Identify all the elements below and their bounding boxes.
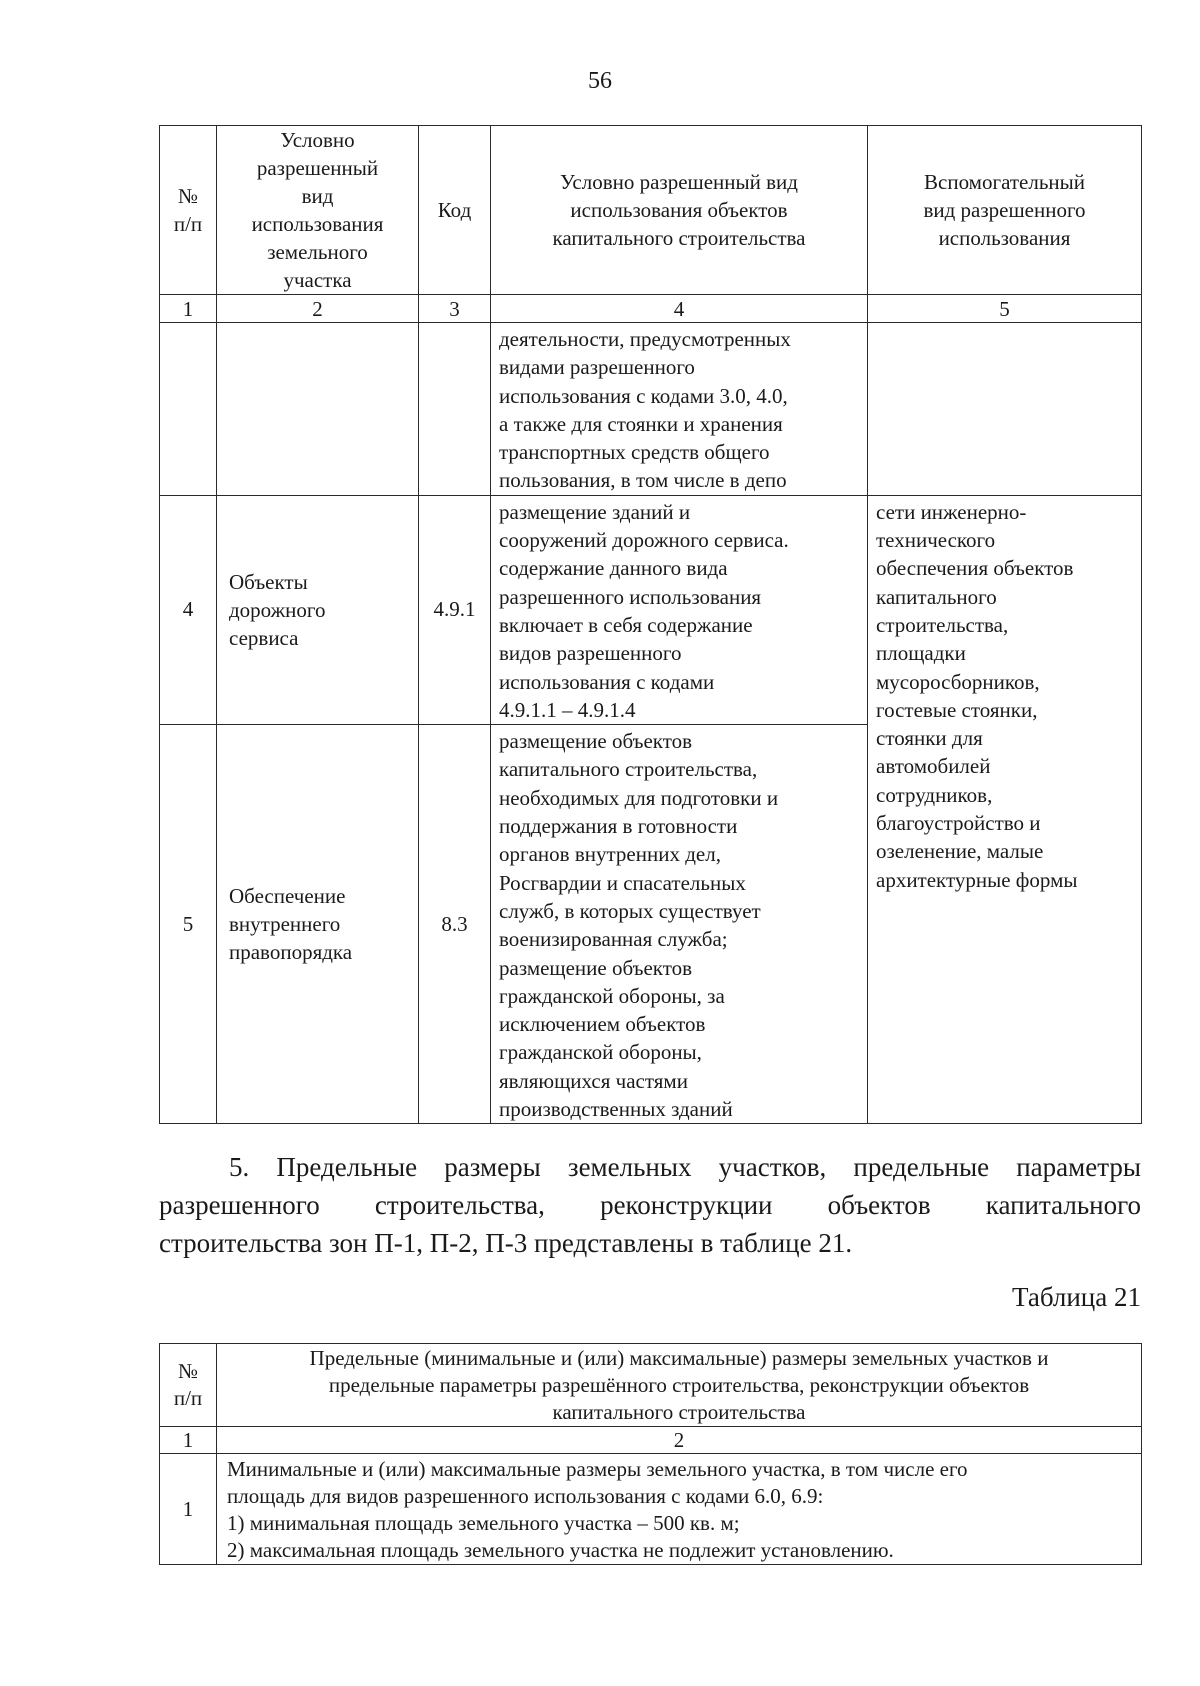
text-line: стоянки для	[876, 726, 983, 751]
text-line: вид разрешенного	[923, 198, 1086, 222]
text-line: предельные параметры разрешённого строительства, реконструкции объектов	[328, 1372, 1030, 1397]
column-number: 1	[160, 1427, 217, 1454]
table-row-continuation	[160, 323, 1142, 496]
text-line: Условно разрешенный вид	[560, 170, 798, 194]
text-line: вид	[301, 184, 334, 208]
text-line: земельного	[267, 240, 368, 264]
text-line: размещение объектов	[499, 955, 693, 980]
text-line: деятельности, предусмотренных	[499, 327, 791, 351]
text-line: видами разрешенного	[499, 355, 695, 380]
text-line: Объекты	[229, 569, 308, 594]
text-line: гражданской обороны,	[499, 1040, 702, 1065]
text-line: Минимальные и (или) максимальные размеры земельного участка, в том числе его	[227, 1457, 968, 1481]
section-paragraph	[159, 1148, 1141, 1262]
text-line: сети инженерно-	[876, 499, 1027, 524]
text-line: использования объектов	[570, 198, 788, 222]
text-line: видов разрешенного	[499, 641, 682, 666]
text-line: 2) максимальная площадь земельного участка не подлежит установлению.	[227, 1538, 894, 1562]
text-line: органов внутренних дел,	[499, 842, 721, 867]
row-code: 4.9.1	[419, 495, 491, 724]
paragraph-line: строительства зон П-1, П-2, П-3 представлены в таблице 21.	[159, 1228, 853, 1258]
header-num	[160, 126, 217, 295]
row-auxiliary-empty	[868, 323, 1142, 496]
column-number: 4	[491, 295, 868, 323]
header-land-use	[217, 126, 419, 295]
column-number: 3	[419, 295, 491, 323]
text-line: 4.9.1.1 – 4.9.1.4	[499, 697, 636, 722]
paragraph-line: 5. Предельные размеры земельных участков, предельные параметры	[229, 1152, 1141, 1182]
row-building-use	[491, 725, 868, 1124]
text-line: строительства,	[876, 612, 1009, 637]
text-line: включает в себя содержание	[499, 612, 753, 637]
text-line: военизированная служба;	[499, 927, 728, 952]
header-num	[160, 1344, 217, 1427]
text-line: сооружений дорожного сервиса.	[499, 528, 789, 553]
text-line: а также для стоянки и хранения	[499, 411, 783, 436]
text-line: Вспомогательный	[924, 170, 1085, 194]
text-line: обеспечения объектов	[876, 556, 1074, 581]
text-line: Предельные (минимальные и (или) максимальные) размеры земельных участков и	[309, 1345, 1049, 1370]
text-line: капитального строительства	[552, 1399, 806, 1424]
text-line: 1) минимальная площадь земельного участка – 500 кв. м;	[227, 1511, 740, 1535]
permitted-use-table	[159, 125, 1142, 1124]
row-num: 1	[160, 1454, 217, 1565]
row-land-use	[217, 323, 419, 496]
row-building-use	[491, 323, 868, 496]
column-number: 1	[160, 295, 217, 323]
text-line: участка	[283, 268, 352, 292]
column-number-row	[160, 1427, 1142, 1454]
text-line: правопорядка	[229, 940, 353, 965]
text-line: размещение объектов	[499, 729, 693, 754]
header-code	[419, 126, 491, 295]
row-auxiliary-merged	[868, 495, 1142, 1124]
column-number: 2	[217, 295, 419, 323]
table-caption: Таблица 21	[1012, 1282, 1141, 1312]
text-line: производственных зданий	[499, 1097, 733, 1122]
text-line: содержание данного вида	[499, 556, 728, 581]
text-line: Росгвардии и спасательных	[499, 870, 746, 895]
text-line: использования	[251, 212, 384, 236]
table-header-row	[160, 1344, 1142, 1427]
text-line: площадки	[876, 641, 966, 666]
text-line: п/п	[173, 212, 203, 236]
parameters-table	[159, 1343, 1142, 1565]
text-line: капитального	[876, 584, 997, 609]
row-building-use	[491, 495, 868, 724]
row-code	[419, 323, 491, 496]
row-text	[217, 1454, 1142, 1565]
text-line: архитектурные формы	[876, 867, 1078, 892]
table-row	[160, 1454, 1142, 1565]
text-line: разрешенного использования	[499, 584, 762, 609]
text-line: использования с кодами 3.0, 4.0,	[499, 383, 788, 408]
row-num: 5	[160, 725, 217, 1124]
text-line: пользования, в том числе в депо	[499, 468, 787, 493]
text-line: необходимых для подготовки и	[499, 785, 779, 810]
paragraph-line: разрешенного строительства, реконструкции объектов капитального	[159, 1190, 1141, 1220]
header-params	[217, 1344, 1142, 1427]
text-line: благоустройство и	[876, 811, 1041, 836]
text-line: сервиса	[229, 626, 299, 651]
text-line: разрешенный	[256, 156, 379, 180]
header-building-use	[491, 126, 868, 295]
text-line: №	[177, 184, 199, 208]
column-number: 5	[868, 295, 1142, 323]
header-auxiliary	[868, 126, 1142, 295]
text-line: мусоросборников,	[876, 669, 1040, 694]
row-land-use	[217, 725, 419, 1124]
text-line: капитального строительства,	[499, 757, 758, 782]
text-line: гражданской обороны, за	[499, 983, 725, 1008]
table-header-row	[160, 126, 1142, 295]
text-line: Обеспечение	[229, 883, 346, 908]
text-line: служб, в которых существует	[499, 898, 761, 923]
text-line: являющихся частями	[499, 1068, 688, 1093]
text-line: капитального строительства	[552, 226, 806, 250]
row-land-use	[217, 495, 419, 724]
text-line: Условно	[280, 128, 355, 152]
row-num: 4	[160, 495, 217, 724]
text-line: озеленение, малые	[876, 839, 1044, 864]
text-line: исключением объектов	[499, 1012, 706, 1037]
row-code: 8.3	[419, 725, 491, 1124]
text-line: №	[177, 1359, 199, 1383]
text-line: сотрудников,	[876, 782, 993, 807]
column-number: 2	[217, 1427, 1142, 1454]
text-line: п/п	[173, 1386, 203, 1410]
text-line: внутреннего	[229, 912, 341, 937]
text-line: площадь для видов разрешенного использования с кодами 6.0, 6.9:	[227, 1484, 824, 1508]
text-line: поддержания в готовности	[499, 814, 738, 839]
text-line: транспортных средств общего	[499, 440, 770, 465]
text-line: технического	[876, 528, 996, 553]
text-line: автомобилей	[876, 754, 991, 779]
text-line: использования	[938, 226, 1071, 250]
column-number-row	[160, 295, 1142, 323]
table-row-4	[160, 495, 1142, 724]
text-line: гостевые стоянки,	[876, 697, 1038, 722]
text-line: Код	[437, 198, 472, 222]
page-number: 56	[588, 68, 612, 94]
text-line: размещение зданий и	[499, 499, 691, 524]
text-line: использования с кодами	[499, 669, 715, 694]
text-line: дорожного	[229, 597, 326, 622]
row-num	[160, 323, 217, 496]
